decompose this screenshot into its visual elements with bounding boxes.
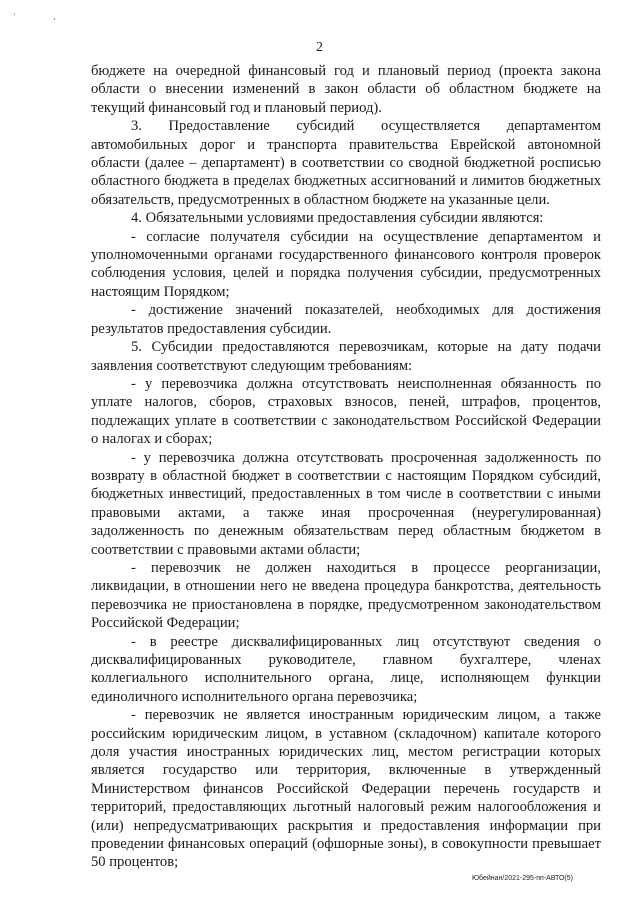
document-body: [91, 62, 601, 872]
paragraph: - согласие получателя субсидии на осуществление департаментом и уполномоченными органами государственного финансового контроля проверок соблюдения условия, целей и порядка получения субсидии, предусмотренных настоящим Порядком;: [91, 228, 601, 300]
paragraph: - перевозчик не является иностранным юридическим лицом, а также российским юридическим лицом, в уставном (складочном) капитале которого доля участия иностранных юридических лиц, местом регистрации которых является государство или территория, включенные в утвержденный Министерством финансов Российской Федерации перечень государств и территорий, предоставляющих льготный налоговый режим налогообложения и (или) непредусматривающих раскрытия и предоставления информации при проведении финансовых операций (офшорные зоны), в совокупности превышает 50 процентов;: [91, 707, 601, 871]
paragraph: 3. Предоставление субсидий осуществляется департаментом автомобильных дорог и транспорта правительства Еврейской автономной области (далее – департамент) в соответствии со сводной бюджетной росписью областного бюджета в пределах бюджетных ассигнований и лимитов бюджетных обязательств, предусмотренных в областном бюджете на указанные цели.: [91, 118, 601, 208]
paragraph: - в реестре дисквалифицированных лиц отсутствуют сведения о дисквалифицированных руководителе, главном бухгалтере, членах коллегиального исполнительного органа, лице, исполняющем функции единоличного исполнительного органа перевозчика;: [91, 633, 601, 705]
scan-specks: ' ,: [14, 12, 74, 21]
paragraph: 4. Обязательными условиями предоставления субсидии являются:: [131, 210, 544, 227]
paragraph: - у перевозчика должна отсутствовать просроченная задолженность по возврату в областной бюджет в соответствии с настоящим Порядком субсидий, бюджетных инвестиций, предоставленных в том числе в соответствии с иными правовыми актами, а также иная просроченная (неурегулированная) задолженность по денежным обязательствам перед областным бюджетом в соответствии с правовыми актами области;: [91, 449, 601, 558]
paragraph: 5. Субсидии предоставляются перевозчикам, которые на дату подачи заявления соответствуют следующим требованиям:: [91, 339, 601, 374]
paragraph: - у перевозчика должна отсутствовать неисполненная обязанность по уплате налогов, сборов, страховых взносов, пеней, штрафов, процентов, подлежащих уплате в соответствии с законодательством Российской Федерации о налогах и сборах;: [91, 375, 601, 448]
paragraph: бюджете на очередной финансовый год и плановый период (проекта закона области о внесении изменений в закон области об областном бюджете на текущий финансовый год и плановый период).: [91, 63, 601, 116]
document-code-footer: Юбейнан/2021-295-пп-АВТО(5): [471, 875, 573, 882]
page-number: 2: [316, 40, 323, 55]
paragraph: - перевозчик не должен находиться в процессе реорганизации, ликвидации, в отношении него не введена процедура банкротства, деятельность перевозчика не приостановлена в порядке, предусмотренном законодательством Российской Федерации;: [91, 559, 601, 632]
paragraph: - достижение значений показателей, необходимых для достижения результатов предоставления субсидии.: [91, 302, 601, 337]
